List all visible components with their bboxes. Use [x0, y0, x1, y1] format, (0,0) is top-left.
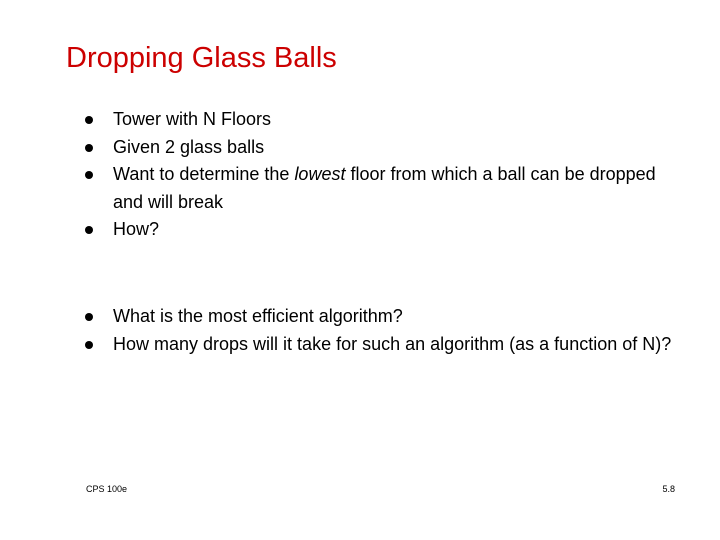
bullet-dot-icon [85, 313, 93, 321]
bullet-text: Tower with N Floors [113, 109, 272, 129]
bullet-dot-icon [85, 144, 93, 152]
bullet-item [82, 331, 682, 359]
bullet-list-top [82, 106, 682, 244]
bullet-text-before: Want to determine the [113, 164, 295, 184]
footer-page-number: 5.8 [662, 484, 675, 494]
bullet-item [82, 134, 682, 162]
bullet-text-after: floor from which a ball can be dropped and will break [113, 164, 656, 212]
bullet-dot-icon [85, 116, 93, 124]
bullet-item [82, 106, 682, 134]
slide-title: Dropping Glass Balls [66, 42, 337, 74]
bullet-item [82, 161, 682, 216]
bullet-text [113, 161, 682, 216]
bullet-list-bottom [82, 303, 682, 358]
bullet-item [82, 303, 682, 331]
bullet-dot-icon [85, 341, 93, 349]
bullet-dot-icon [85, 226, 93, 234]
bullet-text: Given 2 glass balls [113, 136, 265, 157]
bullet-dot-icon [85, 171, 93, 179]
bullet-text-emphasis: lowest [294, 164, 346, 184]
bullet-item [82, 216, 682, 244]
footer-course: CPS 100e [86, 484, 128, 494]
bullet-text: What is the most efficient algorithm? [113, 306, 403, 326]
bullet-text: How? [113, 219, 160, 239]
bullet-text: How many drops will it take for such an algorithm (as a function of N)? [113, 333, 672, 354]
